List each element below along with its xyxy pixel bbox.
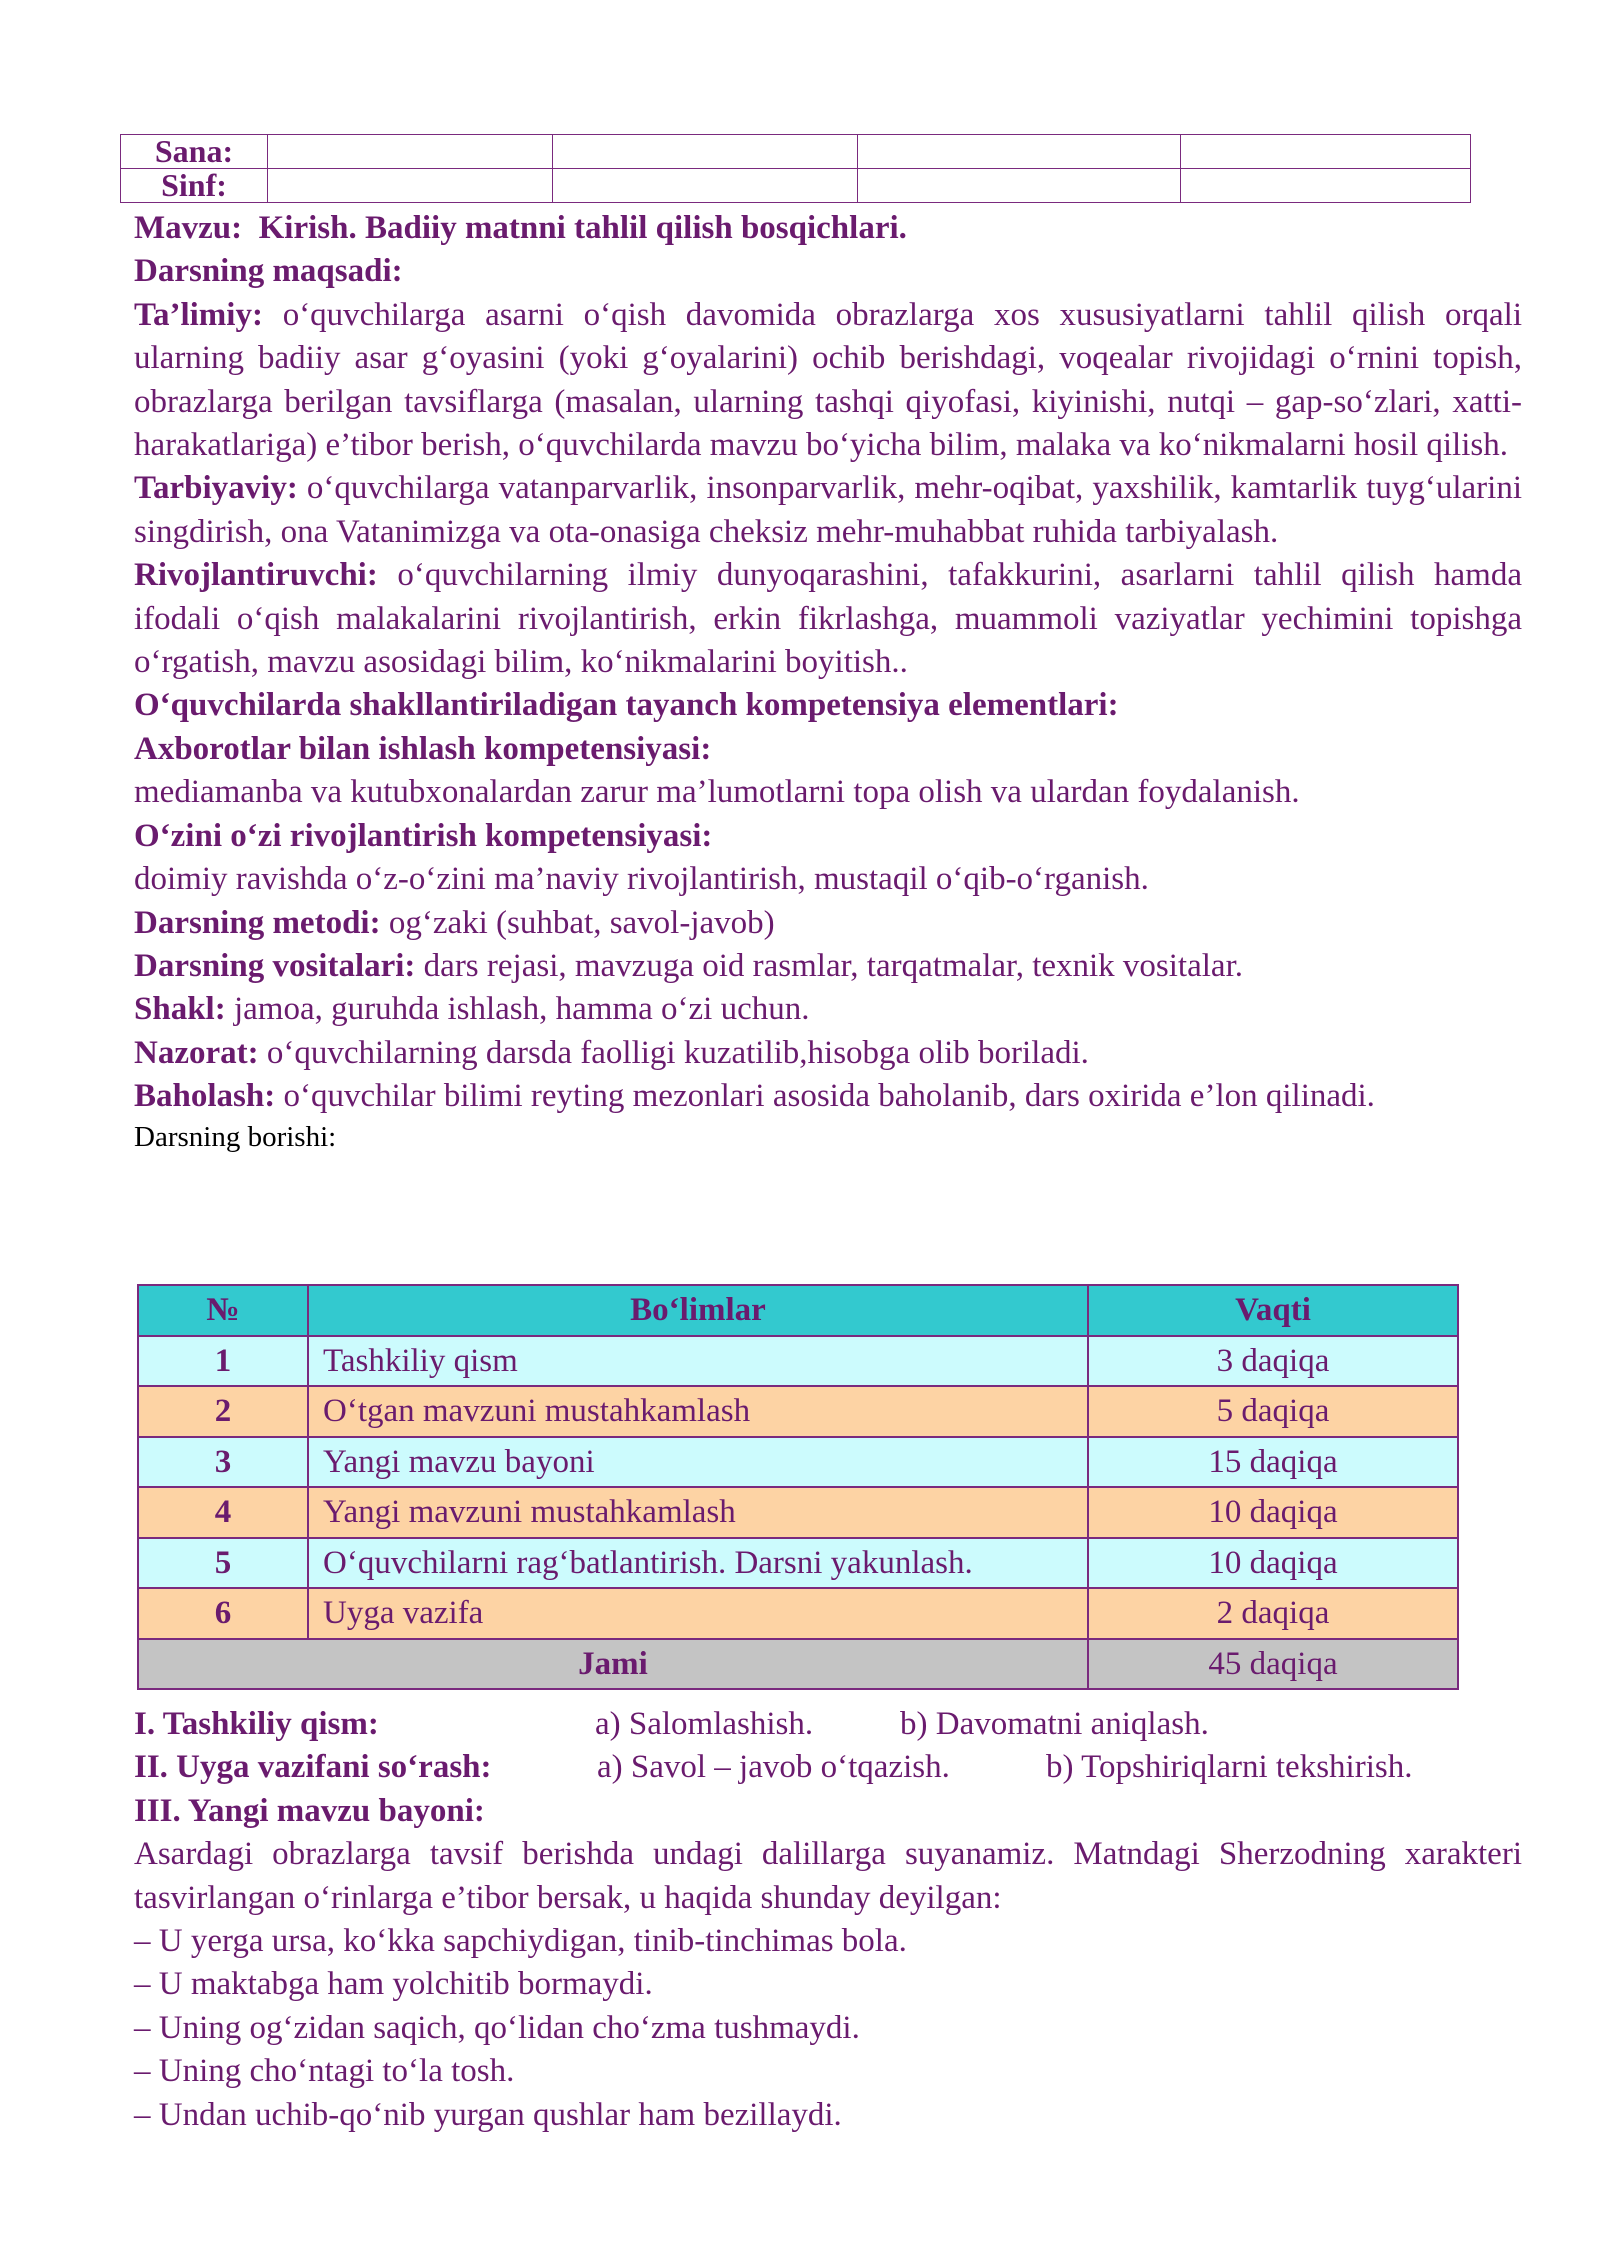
row-number: 1	[138, 1336, 308, 1387]
row-number: 3	[138, 1437, 308, 1488]
step3-heading: III. Yangi mavzu bayoni:	[134, 1792, 485, 1829]
table-row	[138, 1487, 1458, 1538]
self-dev-competency-heading: O‘zini o‘zi rivojlantirish kompetensiyasi:	[134, 817, 713, 854]
step-homework-check	[134, 1746, 1522, 1789]
sinf-cell[interactable]	[1181, 169, 1471, 203]
sinf-row	[121, 169, 1471, 203]
upbringing-goal-label: Tarbiyaviy:	[134, 470, 298, 507]
sinf-cell[interactable]	[268, 169, 553, 203]
form-line: Shakl: jamoa, guruhda ishlash, hamma o‘zi uchun.	[134, 991, 810, 1028]
row-section: Uyga vazifa	[308, 1588, 1088, 1639]
row-section: Yangi mavzu bayoni	[308, 1437, 1088, 1488]
row-section: O‘tgan mavzuni mustahkamlash	[308, 1386, 1088, 1437]
educational-goal-label: Ta’limiy:	[134, 296, 263, 333]
quote-item: – Undan uchib-qo‘nib yurgan qushlar ham bezillaydi.	[134, 2096, 842, 2133]
quote-item: – Uning cho‘ntagi to‘la tosh.	[134, 2053, 515, 2090]
step-organizational	[134, 1703, 1522, 1746]
header-number: №	[138, 1285, 308, 1336]
table-row	[138, 1538, 1458, 1589]
row-time: 10 daqiqa	[1088, 1487, 1458, 1538]
educational-goal: Ta’limiy: o‘quvchilarga asarni o‘qish davomida obrazlarga xos xususiyatlarni tahlil qilish orqali ularning badiiy asar g‘oyasini (yoki g‘oyalarini) ochib berishdagi, voqealar rivojidagi o‘rnini topish, obrazlarga berilgan tavsiflarga (masalan, ularning tashqi qiyofasi, kiyinishi, nutqi – gap-so‘zlari, xatti-harakatlariga) e’tibor berish, o‘quvchilarda mavzu bo‘yicha bilim, malaka va ko‘nikmalarni hosil qilish.	[134, 296, 1522, 464]
row-time: 3 daqiqa	[1088, 1336, 1458, 1387]
total-time: 45 daqiqa	[1088, 1639, 1458, 1690]
step2-label: II. Uyga vazifani so‘rash:	[134, 1749, 492, 1786]
row-time: 15 daqiqa	[1088, 1437, 1458, 1488]
sana-cell[interactable]	[553, 135, 858, 169]
table-row	[138, 1386, 1458, 1437]
lesson-steps	[134, 1703, 1522, 2137]
method-line: Darsning metodi: og‘zaki (suhbat, savol-javob)	[134, 904, 775, 941]
step1-label: I. Tashkiliy qism:	[134, 1706, 379, 1742]
table-row	[138, 1437, 1458, 1488]
step3-text: Asardagi obrazlarga tavsif berishda undagi dalillarga suyanamiz. Matndagi Sherzodning xarakteri tasvirlangan o‘rinlarga e’tibor bersak, u haqida shunday deyilgan:	[134, 1836, 1522, 1916]
developmental-goal: Rivojlantiruvchi: o‘quvchilarning ilmiy dunyoqarashini, tafakkurini, asarlarni tahlil qilish hamda ifodali o‘qish malakalarini rivojlantirish, erkin fikrlashga, muammoli vaziyatlar yechimini topishga o‘rgatish, mavzu asosidagi bilim, ko‘nikmalarini boyitish..	[134, 557, 1522, 681]
step1-a: a) Salomlashish.	[595, 1706, 814, 1742]
table-row	[138, 1588, 1458, 1639]
quote-item: – U yerga ursa, ko‘kka sapchiydigan, tinib-tinchimas bola.	[134, 1923, 907, 1959]
lesson-flow-table	[137, 1284, 1459, 1690]
upbringing-goal: Tarbiyaviy: o‘quvchilarga vatanparvarlik, insonparvarlik, mehr-oqibat, yaxshilik, kamtarlik tuyg‘ularini singdirish, ona Vatanimizga va ota-onasiga cheksiz mehr-muhabbat ruhida tarbiyalash.	[134, 470, 1522, 550]
quote-item: – Uning og‘zidan saqich, qo‘lidan cho‘zma tushmaydi.	[134, 2009, 860, 2046]
sana-label: Sana:	[121, 135, 268, 169]
total-row	[138, 1639, 1458, 1690]
row-number: 2	[138, 1386, 308, 1437]
info-competency-heading: Axborotlar bilan ishlash kompetensiyasi:	[134, 730, 712, 767]
lesson-objectives	[134, 207, 1522, 1155]
control-line: Nazorat: o‘quvchilarning darsda faolligi kuzatilib,hisobga olib boriladi.	[134, 1034, 1089, 1071]
topic-line	[134, 207, 1522, 250]
row-section: Tashkiliy qism	[308, 1336, 1088, 1387]
flow-table-header	[138, 1285, 1458, 1336]
row-number: 5	[138, 1538, 308, 1589]
row-time: 5 daqiqa	[1088, 1386, 1458, 1437]
sinf-cell[interactable]	[858, 169, 1181, 203]
sana-cell[interactable]	[858, 135, 1181, 169]
assessment-line: Baholash: o‘quvchilar bilimi reyting mezonlari asosida baholanib, dars oxirida e’lon qilinadi.	[134, 1078, 1375, 1115]
step1-b: b) Davomatni aniqlash.	[900, 1706, 1209, 1742]
row-time: 2 daqiqa	[1088, 1588, 1458, 1639]
tools-line: Darsning vositalari: dars rejasi, mavzuga oid rasmlar, tarqatmalar, texnik vositalar.	[134, 947, 1243, 984]
row-time: 10 daqiqa	[1088, 1538, 1458, 1589]
row-number: 6	[138, 1588, 308, 1639]
table-row	[138, 1336, 1458, 1387]
header-time: Vaqti	[1088, 1285, 1458, 1336]
competency-heading: O‘quvchilarda shakllantiriladigan tayanch kompetensiya elementlari:	[134, 687, 1119, 724]
sana-cell[interactable]	[268, 135, 553, 169]
row-section: Yangi mavzuni mustahkamlash	[308, 1487, 1088, 1538]
lesson-flow-label: Darsning borishi:	[134, 1120, 337, 1153]
quote-item: – U maktabga ham yolchitib bormaydi.	[134, 1966, 653, 2003]
sinf-cell[interactable]	[553, 169, 858, 203]
total-label: Jami	[138, 1639, 1088, 1690]
step2-b: b) Topshiriqlarni tekshirish.	[1046, 1749, 1413, 1786]
sana-row	[121, 135, 1471, 169]
self-dev-competency-text: doimiy ravishda o‘z-o‘zini ma’naviy rivojlantirish, mustaqil o‘qib-o‘rganish.	[134, 861, 1149, 898]
step2-a: a) Savol – javob o‘tqazish.	[597, 1749, 950, 1786]
topic-label: Mavzu:	[134, 210, 243, 246]
row-section: O‘quvchilarni rag‘batlantirish. Darsni yakunlash.	[308, 1538, 1088, 1589]
topic-text: Kirish. Badiiy matnni tahlil qilish bosqichlari.	[258, 210, 907, 246]
info-competency-text: mediamanba va kutubxonalardan zarur ma’lumotlarni topa olish va ulardan foydalanish.	[134, 774, 1300, 811]
sana-cell[interactable]	[1181, 135, 1471, 169]
header-sections: Bo‘limlar	[308, 1285, 1088, 1336]
date-class-table	[120, 134, 1471, 203]
sinf-label: Sinf:	[121, 169, 268, 203]
row-number: 4	[138, 1487, 308, 1538]
developmental-goal-label: Rivojlantiruvchi:	[134, 557, 378, 594]
goals-heading: Darsning maqsadi:	[134, 253, 403, 290]
